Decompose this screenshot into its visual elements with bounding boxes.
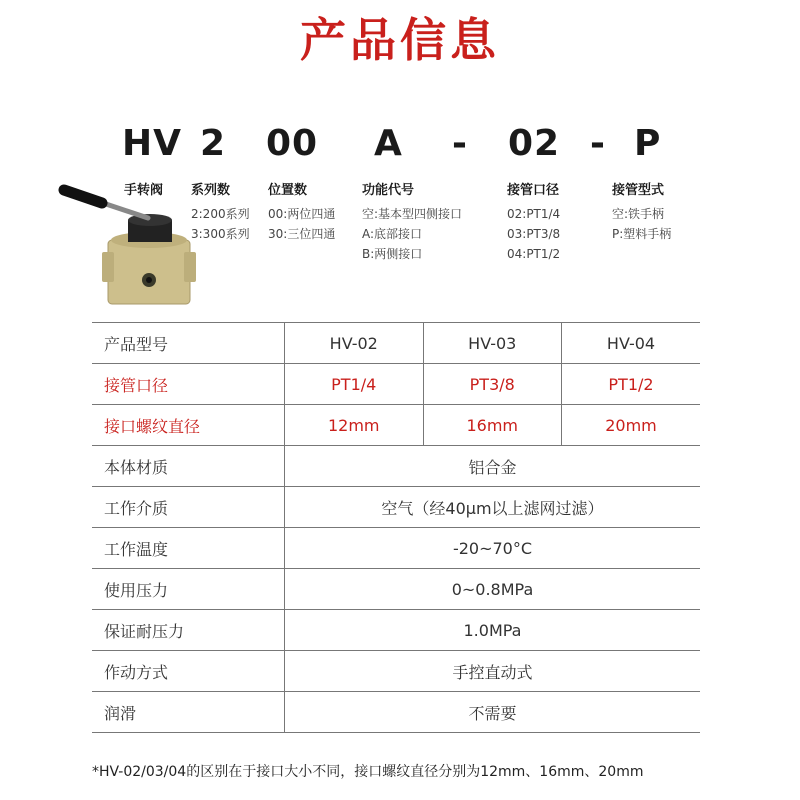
option-item: 30:三位四通 [268, 227, 336, 241]
table-row [92, 528, 700, 569]
spec-table [92, 322, 700, 733]
option-item: 3:300系列 [191, 227, 250, 241]
handle-options [612, 204, 671, 244]
function-options [362, 204, 462, 264]
row-label: 使用压力 [92, 569, 285, 610]
cell-value: 不需要 [285, 692, 701, 733]
cell-value: PT1/4 [285, 364, 424, 405]
table-row-thread-diameter [92, 405, 700, 446]
table-row-model [92, 323, 700, 364]
code-label-function: 功能代号 [362, 183, 415, 198]
footnote: *HV-02/03/04的区别在于接口大小不同，接口螺纹直径分别为12mm、16mm、20mm [92, 764, 644, 780]
row-label: 接管口径 [92, 364, 285, 405]
option-item: 03:PT3/8 [507, 227, 561, 241]
option-item: P:塑料手柄 [612, 227, 672, 241]
code-seg-handle: P [634, 123, 662, 164]
code-label-position: 位置数 [268, 183, 308, 198]
cell-value: HV-04 [562, 323, 701, 364]
option-item: A:底部接口 [362, 227, 423, 241]
position-options [268, 204, 335, 244]
cell-value: PT3/8 [423, 364, 562, 405]
table-row [92, 692, 700, 733]
cell-value: 铝合金 [285, 446, 701, 487]
cell-value: HV-02 [285, 323, 424, 364]
option-item: 空:铁手柄 [612, 207, 665, 221]
row-label: 本体材质 [92, 446, 285, 487]
option-item: 00:两位四通 [268, 207, 336, 221]
option-item: B:两侧接口 [362, 247, 423, 261]
valve-product-image [58, 180, 198, 310]
cell-value: 0~0.8MPa [285, 569, 701, 610]
cell-value: 12mm [285, 405, 424, 446]
cell-value: 手控直动式 [285, 651, 701, 692]
table-row [92, 446, 700, 487]
table-row-port-size [92, 364, 700, 405]
cell-value: 1.0MPa [285, 610, 701, 651]
cell-value: 16mm [423, 405, 562, 446]
cell-value: PT1/2 [562, 364, 701, 405]
option-item: 空:基本型四侧接口 [362, 207, 463, 221]
port-options [507, 204, 560, 264]
option-item: 02:PT1/4 [507, 207, 561, 221]
code-label-series: 系列数 [191, 183, 231, 198]
table-row [92, 610, 700, 651]
code-seg-port: 02 [508, 123, 561, 164]
series-options [191, 204, 250, 244]
table-row [92, 651, 700, 692]
option-item: 04:PT1/2 [507, 247, 561, 261]
row-label: 润滑 [92, 692, 285, 733]
row-label: 工作温度 [92, 528, 285, 569]
code-label-handle: 接管型式 [612, 183, 665, 198]
row-label: 作动方式 [92, 651, 285, 692]
code-seg-position: 00 [266, 123, 319, 164]
code-label-port: 接管口径 [507, 183, 560, 198]
row-label: 产品型号 [92, 323, 285, 364]
code-seg-series: 2 [200, 123, 227, 164]
code-seg-hv: HV [122, 123, 182, 164]
cell-value: -20~70°C [285, 528, 701, 569]
row-label: 接口螺纹直径 [92, 405, 285, 446]
table-row [92, 569, 700, 610]
code-seg-function: A [374, 123, 403, 164]
page-title: 产品信息 [300, 13, 500, 67]
code-seg-dash-2: - [590, 123, 606, 164]
code-seg-dash-1: - [452, 123, 468, 164]
option-item: 2:200系列 [191, 207, 250, 221]
cell-value: 空气（经40μm以上滤网过滤） [285, 487, 701, 528]
table-row [92, 487, 700, 528]
row-label: 工作介质 [92, 487, 285, 528]
cell-value: 20mm [562, 405, 701, 446]
code-label-manual-valve: 手转阀 [124, 183, 164, 198]
cell-value: HV-03 [423, 323, 562, 364]
row-label: 保证耐压力 [92, 610, 285, 651]
